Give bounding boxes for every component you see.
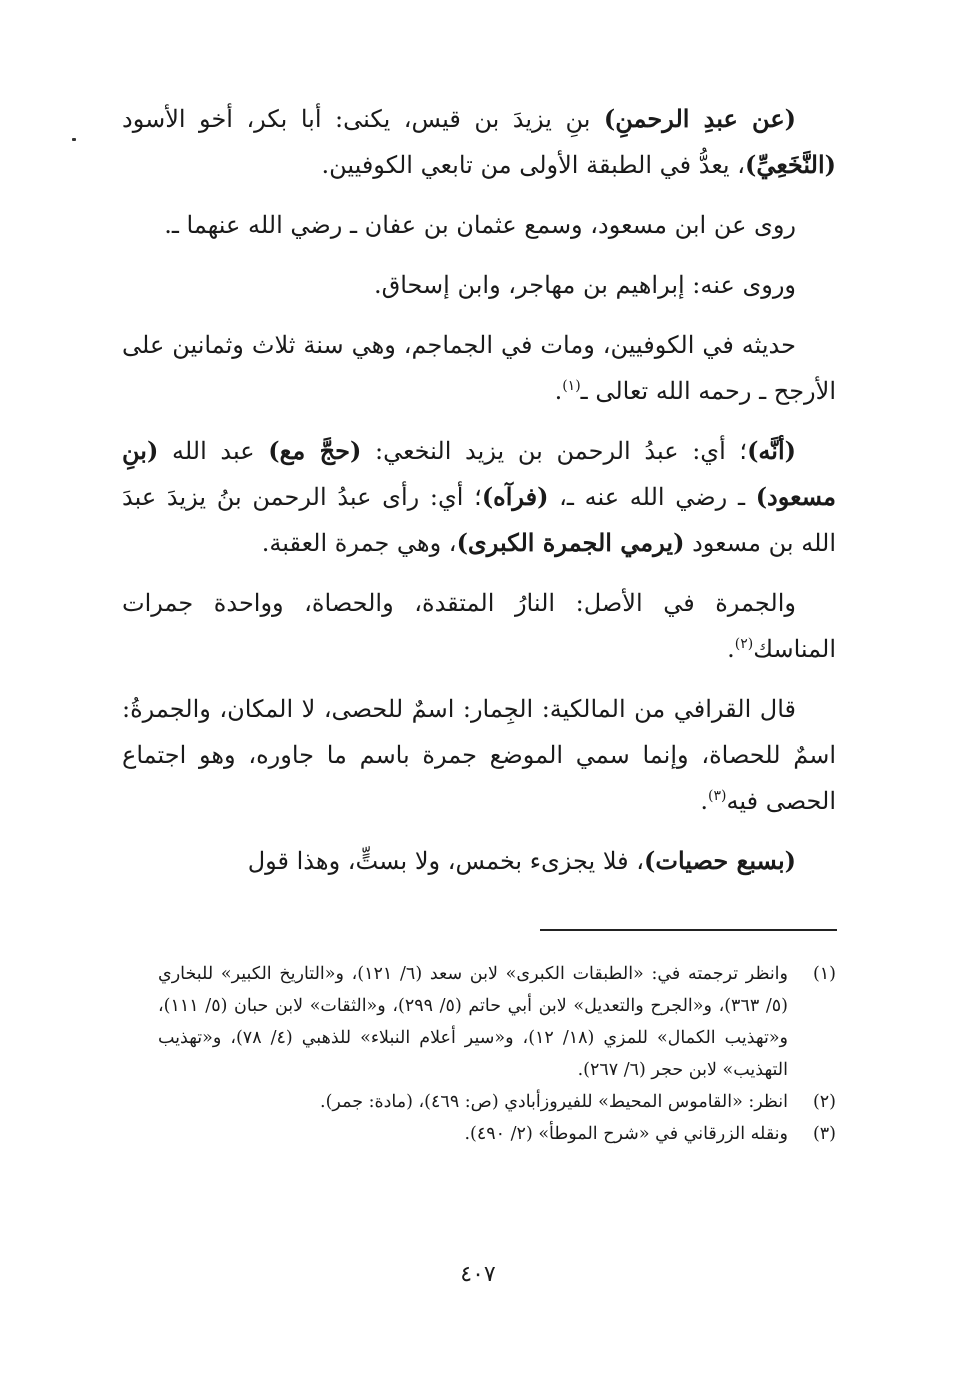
text-run: وروى عنه: إبراهيم بن مهاجر، وابن إسحاق. bbox=[373, 271, 796, 299]
bold-text: (يرمي الجمرة الكبرى) bbox=[456, 528, 685, 557]
paragraph-6 bbox=[122, 580, 836, 672]
text-run: ؛ أي: عبدُ الرحمن بن يزيد النخعي: bbox=[361, 437, 748, 465]
footnote-1 bbox=[158, 958, 836, 1086]
text-run: روى عن ابن مسعود، وسمع عثمان بن عفان ـ رضي الله عنهما ـ. bbox=[164, 211, 796, 239]
bold-text: (حجَّ مع) bbox=[268, 436, 362, 465]
bold-text: (فرآه) bbox=[481, 482, 549, 511]
paragraph-2 bbox=[122, 202, 836, 248]
footnote-number: (٢) bbox=[812, 1092, 836, 1112]
paragraph-1 bbox=[122, 96, 836, 188]
text-run: قال القرافي من المالكية: الجِمار: اسمٌ للحصى، لا المكان، والجمرةُ: اسمٌ للحصاة، وإنما سمي الموضع جمرة باسم ما جاوره، وهو اجتماع الحصى فيه bbox=[122, 695, 836, 815]
text-run: والجمرة في الأصل: النارُ المتقدة، والحصاة، وواحدة جمرات المناسك bbox=[122, 589, 836, 663]
footnote-ref-3[interactable]: (٣) bbox=[708, 788, 727, 804]
period: . bbox=[727, 635, 735, 663]
text-run: ـ رضي الله عنه ـ، bbox=[548, 483, 756, 511]
text-run: ، فلا يجزىء بخمس، ولا بستٍّ، وهذا قول bbox=[247, 847, 645, 875]
period: . bbox=[554, 377, 563, 405]
bold-text: (عن عبدِ الرحمنِ) bbox=[603, 104, 796, 133]
page-number: ٤٠٧ bbox=[460, 1262, 496, 1287]
footnote-ref-2[interactable]: (٢) bbox=[734, 636, 754, 652]
footnote-ref-1[interactable]: (١) bbox=[562, 378, 581, 394]
footnote-number: (٣) bbox=[812, 1124, 836, 1144]
text-run: ، يعدُّ في الطبقة الأولى من تابعي الكوفيين. bbox=[321, 151, 745, 179]
text-run: ، وهي جمرة العقبة. bbox=[261, 529, 457, 557]
text-run: بنِ يزيدَ بن قيس، يكنى: أبا بكر، أخو الأسود bbox=[122, 105, 604, 133]
bold-text: (بنِ مسعود) bbox=[122, 436, 836, 511]
paragraph-8 bbox=[122, 838, 836, 884]
text-run: عبد الله bbox=[158, 437, 269, 465]
footnote-divider bbox=[540, 929, 837, 931]
footnotes bbox=[158, 958, 836, 1150]
bold-text: (النَّخَعِيِّ) bbox=[744, 150, 836, 179]
footnote-2 bbox=[158, 1086, 836, 1118]
paragraph-4 bbox=[122, 322, 836, 414]
bold-text: (أنَّه) bbox=[747, 436, 796, 465]
paragraph-3 bbox=[122, 262, 836, 308]
footnote-text: وانظر ترجمته في: «الطبقات الكبرى» لابن سعد (٦/ ١٢١)، و«التاريخ الكبير» للبخاري (٥/ ٣٦٣)، و«الجرح والتعديل» لابن أبي حاتم (٥/ ٢٩٩)، و«الثقات» لابن حبان (٥/ ١١١)، و«تهذيب الكمال» للمزي (١٨/ ١٢)، و«سير أعلام النبلاء» للذهبي (٤/ ٧٨)، و«تهذيب التهذيب» لابن حجر (٦/ ٢٦٧). bbox=[158, 964, 789, 1080]
text-run: حديثه في الكوفيين، ومات في الجماجم، وهي سنة ثلاث وثمانين على الأرجح ـ رحمه الله تعالى ـ bbox=[122, 331, 836, 405]
paragraph-7 bbox=[122, 686, 836, 824]
margin-mark bbox=[72, 138, 76, 141]
footnote-3 bbox=[158, 1118, 836, 1150]
bold-text: (بسبع حصيات) bbox=[644, 846, 796, 875]
footnote-number: (١) bbox=[812, 964, 836, 984]
paragraph-5 bbox=[122, 428, 836, 566]
period: . bbox=[700, 787, 709, 815]
footnote-text: ونقله الزرقاني في «شرح الموطأ» (٢/ ٤٩٠). bbox=[464, 1124, 788, 1144]
footnote-text: انظر: «القاموس المحيط» للفيروزأبادي (ص: ٤٦٩)، (مادة: جمر). bbox=[320, 1092, 788, 1112]
main-text bbox=[122, 96, 836, 894]
text-run: ؛ أي: رأى عبدُ الرحمن بنُ يزيدَ عبدَ الله بن مسعود bbox=[122, 483, 836, 557]
